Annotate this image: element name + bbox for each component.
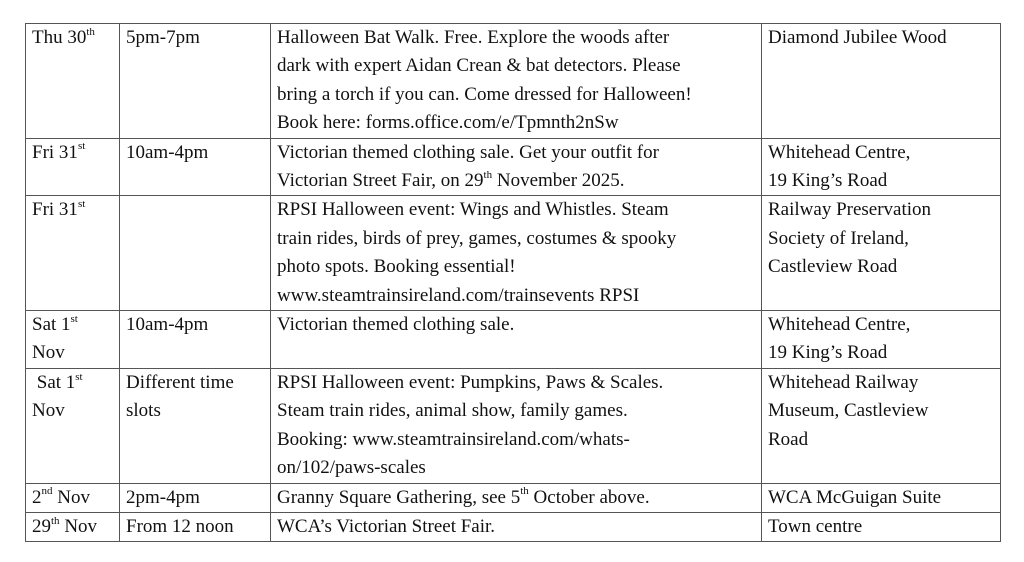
date-cell: 2nd Nov <box>26 483 120 512</box>
events-table <box>25 23 1001 542</box>
date-cell: Fri 31st <box>26 196 120 311</box>
date-cell: Thu 30th <box>26 24 120 139</box>
table-row <box>26 368 1001 483</box>
venue-cell: Whitehead Railway Museum, Castleview Road <box>762 368 1001 483</box>
time-cell: 5pm-7pm <box>120 24 271 139</box>
venue-cell: Diamond Jubilee Wood <box>762 24 1001 139</box>
time-cell: Different time slots <box>120 368 271 483</box>
table-row <box>26 138 1001 196</box>
date-cell: 29th Nov <box>26 512 120 541</box>
table-row <box>26 311 1001 369</box>
table-row <box>26 24 1001 139</box>
venue-cell: Whitehead Centre, 19 King’s Road <box>762 311 1001 369</box>
table-row <box>26 196 1001 311</box>
table-row <box>26 483 1001 512</box>
description-cell: RPSI Halloween event: Wings and Whistles. Steam train rides, birds of prey, games, costumes & spooky photo spots. Booking essential! www.steamtrainsireland.com/trainsevents RPSI <box>271 196 762 311</box>
venue-cell: Whitehead Centre, 19 King’s Road <box>762 138 1001 196</box>
description-cell: RPSI Halloween event: Pumpkins, Paws & Scales. Steam train rides, animal show, family games. Booking: www.steamtrainsireland.com/whats- on/102/paws-scales <box>271 368 762 483</box>
description-cell: Victorian themed clothing sale. <box>271 311 762 369</box>
date-cell: Sat 1st Nov <box>26 368 120 483</box>
time-cell: 10am-4pm <box>120 311 271 369</box>
table-row <box>26 512 1001 541</box>
venue-cell: WCA McGuigan Suite <box>762 483 1001 512</box>
date-cell: Fri 31st <box>26 138 120 196</box>
time-cell <box>120 196 271 311</box>
time-cell: 10am-4pm <box>120 138 271 196</box>
time-cell: From 12 noon <box>120 512 271 541</box>
description-cell: WCA’s Victorian Street Fair. <box>271 512 762 541</box>
description-cell: Halloween Bat Walk. Free. Explore the woods after dark with expert Aidan Crean & bat detectors. Please bring a torch if you can. Come dressed for Halloween! Book here: forms.office.com/e/Tpmnth2nSw <box>271 24 762 139</box>
venue-cell: Railway Preservation Society of Ireland, Castleview Road <box>762 196 1001 311</box>
venue-cell: Town centre <box>762 512 1001 541</box>
description-cell: Victorian themed clothing sale. Get your outfit for Victorian Street Fair, on 29th November 2025. <box>271 138 762 196</box>
description-cell: Granny Square Gathering, see 5th October above. <box>271 483 762 512</box>
time-cell: 2pm-4pm <box>120 483 271 512</box>
date-cell: Sat 1st Nov <box>26 311 120 369</box>
